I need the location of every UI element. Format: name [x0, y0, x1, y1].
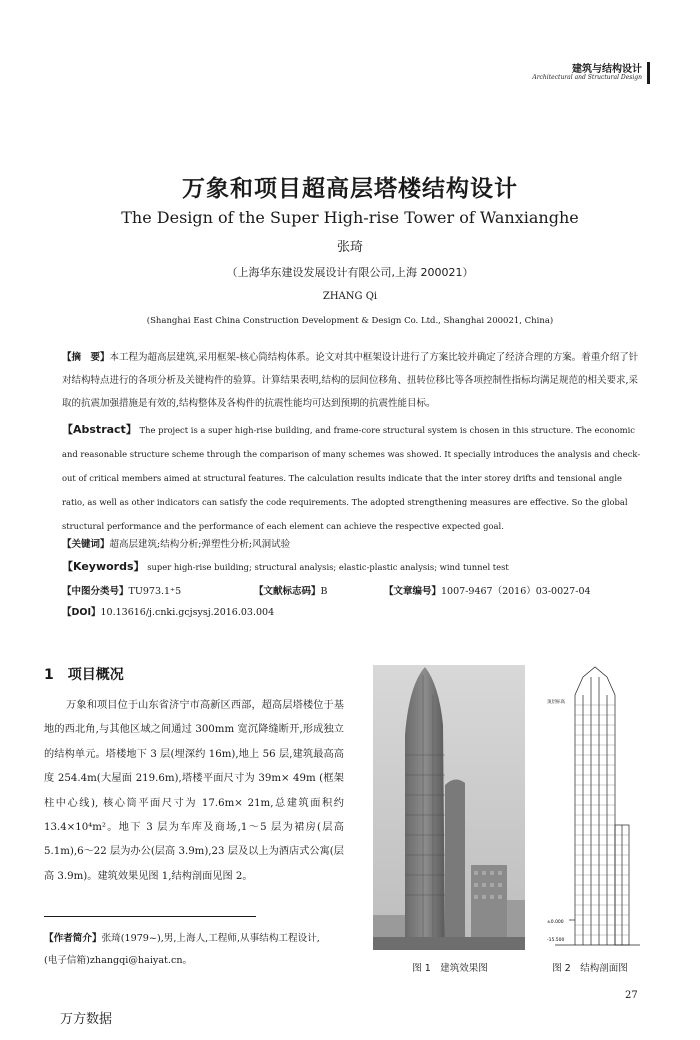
fig2-top-label: 顶层标高: [547, 700, 565, 705]
doc-code-value: B: [320, 586, 328, 597]
author-name-en: ZHANG Qi: [322, 291, 378, 302]
section-body: [44, 694, 344, 889]
article-number: [384, 583, 591, 597]
keywords-cn: [62, 536, 290, 550]
paper-title-cn: 万象和项目超高层塔楼结构设计: [182, 176, 518, 202]
doi-value: 10.13616/j.cnki.gcjsysj.2016.03.004: [100, 607, 275, 618]
abstract-cn-text: 本工程为超高层建筑,采用框架-核心筒结构体系。论文对其中框架设计进行了方案比较并确定了经济合理的方案。着重介绍了针对结构特点进行的各项分析及关键构件的验算。计算结果表明,结构的层间位移角、扭转位移比等各项控制性指标均满足规范的相关要求,采取的抗震加强措施是有效的,结构整体及各构件的抗震性能均可达到预期的抗震性能目标。: [62, 352, 639, 409]
clc-value: TU973.1⁺5: [128, 586, 182, 597]
figure-2-section: [545, 665, 645, 950]
watermark: 万方数据: [60, 1012, 113, 1027]
author-bio: [44, 928, 354, 972]
keywords-en: [62, 558, 509, 574]
abstract-en-label: 【Abstract】: [62, 423, 137, 436]
keywords-cn-label: 【关键词】: [62, 539, 110, 550]
header-divider: [647, 62, 650, 84]
clc-number: [62, 583, 181, 597]
author-bio-text: 张琦(1979~),男,上海人,工程师,从事结构工程设计,: [101, 933, 320, 944]
author-email: (电子信箱)zhangqi@haiyat.cn。: [44, 955, 193, 966]
affiliation-en: (Shanghai East China Construction Development & Design Co. Ltd., Shanghai 200021, China): [146, 316, 554, 326]
keywords-en-text: super high-rise building; structural analysis; elastic-plastic analysis; wind tunnel test: [147, 562, 509, 572]
section-heading: 1 项目概况: [44, 667, 124, 683]
fig2-base-label: -15.500: [547, 938, 565, 943]
article-number-value: 1007-9467（2016）03-0027-04: [441, 586, 591, 597]
figure-2-caption: 图 2 结构剖面图: [552, 963, 628, 974]
abstract-cn: [62, 346, 642, 415]
abstract-en: [62, 418, 642, 538]
figure-1-rendering: [373, 665, 525, 950]
paper-title-en: The Design of the Super High-rise Tower of Wanxianghe: [121, 208, 579, 227]
keywords-cn-text: 超高层建筑;结构分析;弹塑性分析;风洞试验: [109, 539, 291, 550]
affiliation-cn: （上海华东建设发展设计有限公司,上海 200021）: [226, 266, 474, 279]
page-number: 27: [625, 990, 638, 1001]
figure-1-caption: 图 1 建筑效果图: [412, 963, 488, 974]
keywords-en-label: 【Keywords】: [62, 560, 145, 573]
fig2-ground-label: ±0.000: [547, 920, 564, 925]
footnote-rule: [44, 916, 256, 917]
author-bio-label: 【作者简介】: [44, 933, 102, 944]
abstract-en-text: The project is a super high-rise building, and frame-core structural system is chosen in this structure. The economic and reasonable structure scheme through the comparison of many schemes was showed. It specially introduces the analysis and check-out of critical members aimed at structural features. The calculation results indicate that the inter storey drifts and tensional angle ratio, as well as other indicators can satisfy the code requirements. The adopted strengthening measures are effective. So the global structural performance and the performance of each element can achieve the respective expected goal.: [62, 425, 641, 531]
doc-code-label: 【文献标志码】: [254, 586, 321, 597]
clc-label: 【中图分类号】: [62, 586, 129, 597]
author-name-cn: 张琦: [336, 240, 363, 255]
abstract-cn-label: 【摘 要】: [62, 352, 110, 363]
doi-line: [62, 604, 274, 618]
journal-name-en: Architectural and Structural Design: [532, 74, 642, 81]
journal-name-cn: 建筑与结构设计: [572, 64, 642, 75]
document-code: [254, 583, 328, 597]
article-number-label: 【文章编号】: [384, 586, 442, 597]
section-body-text: 万象和项目位于山东省济宁市高新区西部，超高层塔楼位于基地的西北角,与其他区域之间通过 300mm 宽沉降缝断开,形成独立的结构单元。塔楼地下 3 层(埋深约 16m),地上 56 层,建筑最高高度 254.4m(大屋面 219.6m),塔楼平面尺寸为 39m× 49m (框架柱中心线), 核心筒平面尺寸为 17.6m× 21m,总建筑面积约 13.4×10⁴m²。地下 3 层为车库及商场,1～5 层为裙房(层高 5.1m),6～22 层为办公(层高 3.9m),23 层及以上为酒店式公寓(层高 3.9m)。建筑效果见图 1,结构剖面见图 2。: [44, 700, 344, 882]
doi-label: 【DOI】: [62, 607, 101, 618]
